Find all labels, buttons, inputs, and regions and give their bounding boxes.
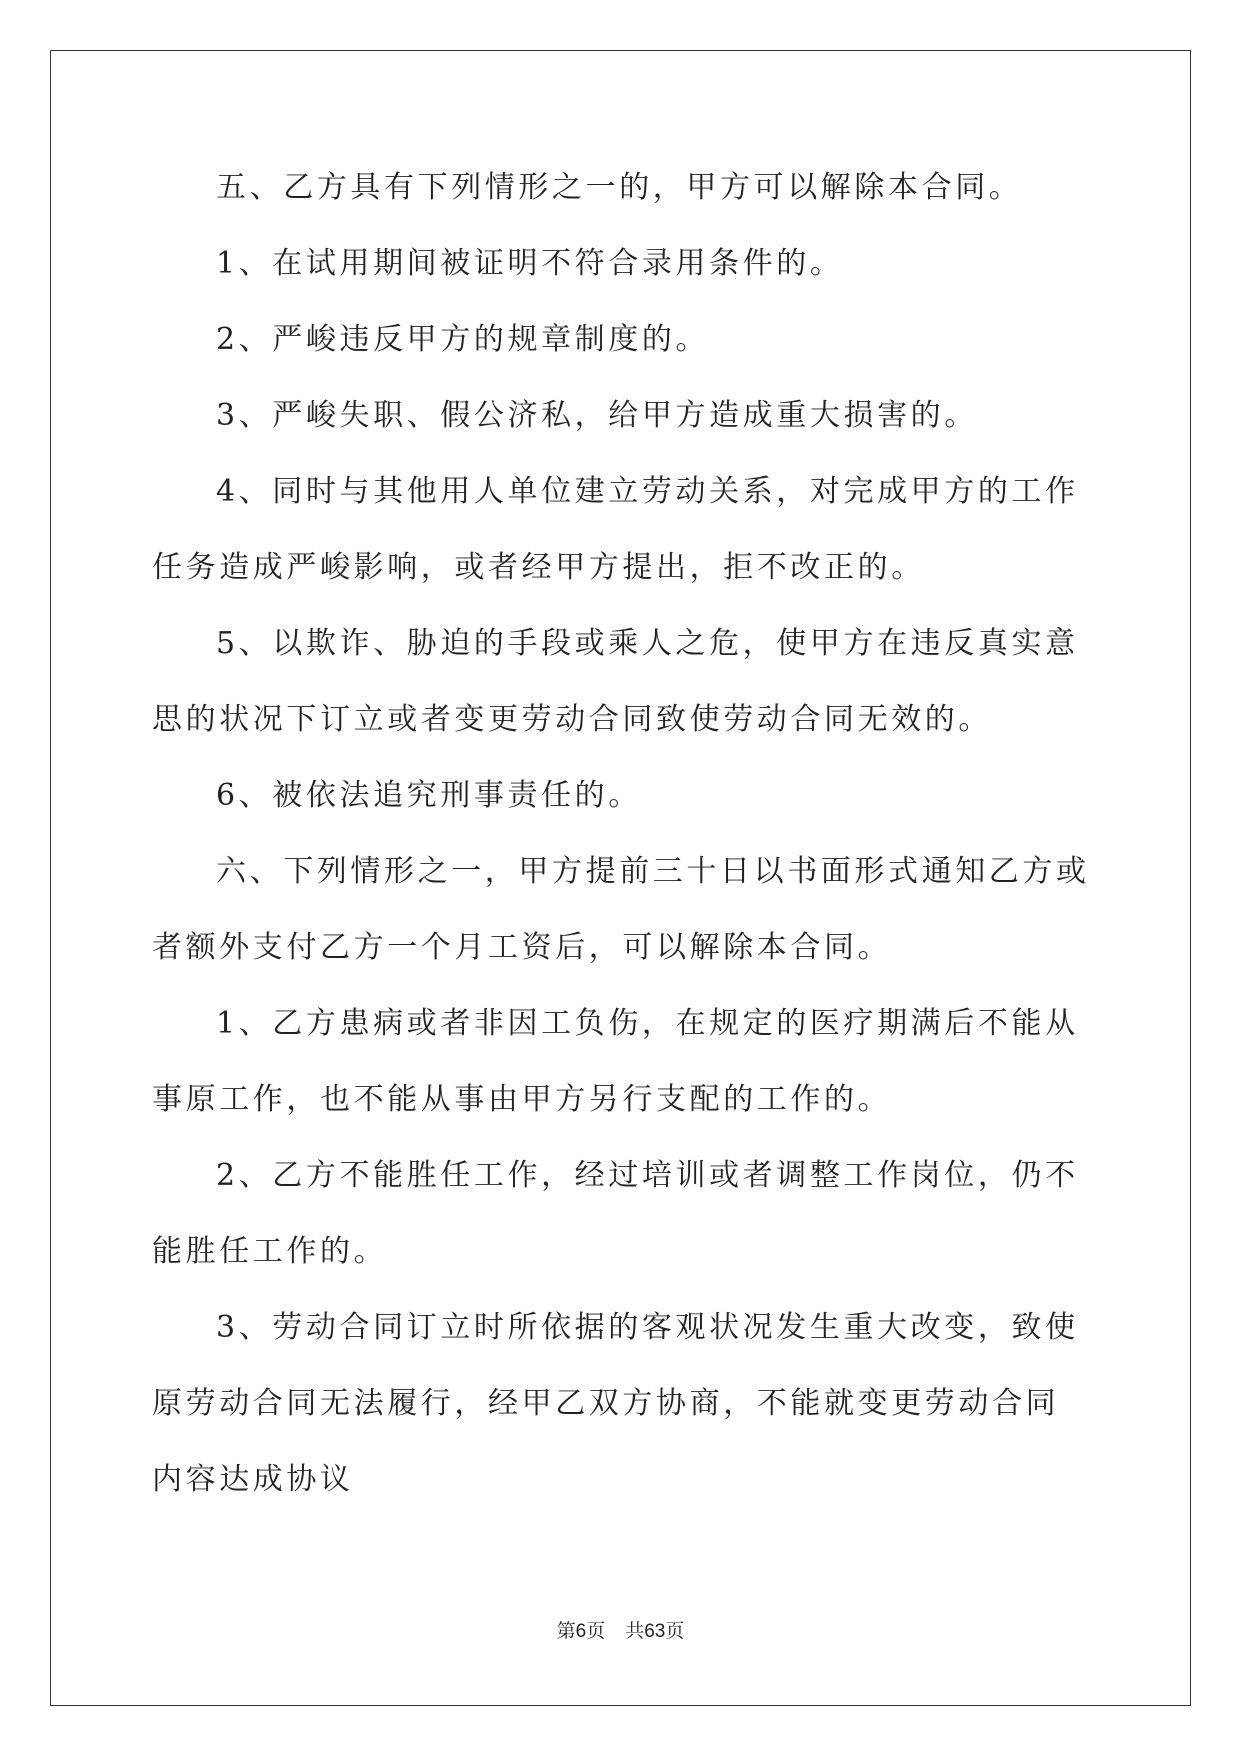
paragraph-item-5-1: 1、在试用期间被证明不符合录用条件的。 <box>216 246 844 281</box>
paragraph-section-5-heading: 五、乙方具有下列情形之一的，甲方可以解除本合同。 <box>216 170 1023 205</box>
page-suffix: 页 <box>586 1620 606 1642</box>
paragraph-section-6-heading: 六、下列情形之一，甲方提前三十日以书面形式通知乙方或者额外支付乙方一个月工资后，可以解除本合同。 <box>152 854 1090 965</box>
paragraph-item-5-2: 2、严峻违反甲方的规章制度的。 <box>216 322 710 357</box>
paragraph-item-5-3: 3、严峻失职、假公济私，给甲方造成重大损害的。 <box>216 398 978 433</box>
paragraph-item-5-4: 4、同时与其他用人单位建立劳动关系，对完成甲方的工作任务造成严峻影响，或者经甲方提出，拒不改正的。 <box>152 474 1079 585</box>
document-body <box>152 150 1092 1518</box>
paragraph-item-6-1: 1、乙方患病或者非因工负伤，在规定的医疗期满后不能从事原工作，也不能从事由甲方另行支配的工作的。 <box>152 1006 1079 1117</box>
page-number: 6 <box>575 1621 587 1642</box>
paragraph-item-5-5: 5、以欺诈、胁迫的手段或乘人之危，使甲方在违反真实意思的状况下订立或者变更劳动合同致使劳动合同无效的。 <box>152 626 1079 737</box>
paragraph-item-6-2: 2、乙方不能胜任工作，经过培训或者调整工作岗位，仍不能胜任工作的。 <box>152 1158 1079 1269</box>
page-prefix: 第 <box>556 1620 576 1642</box>
paragraph-item-6-3: 3、劳动合同订立时所依据的客观状况发生重大改变，致使原劳动合同无法履行，经甲乙双方协商，不能就变更劳动合同内容达成协议 <box>152 1310 1079 1497</box>
total-pages: 63 <box>644 1621 666 1642</box>
total-suffix: 页 <box>665 1620 685 1642</box>
page-footer <box>0 1616 1241 1643</box>
total-prefix: 共 <box>625 1620 645 1642</box>
paragraph-item-5-6: 6、被依法追究刑事责任的。 <box>216 778 642 813</box>
